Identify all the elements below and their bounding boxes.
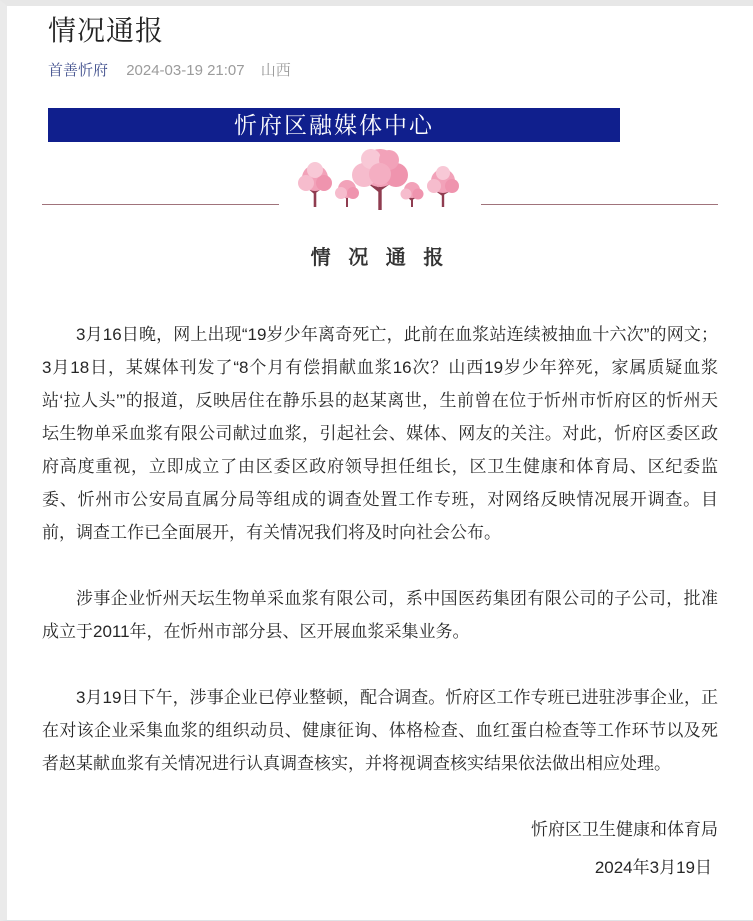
decorative-divider	[42, 147, 718, 213]
publisher-link[interactable]: 首善忻府	[48, 62, 109, 79]
notice-heading: 情 况 通 报	[310, 247, 450, 269]
signature-block	[42, 813, 718, 884]
notice-paragraph-3: 3月19日下午，涉事企业已停业整顿，配合调查。忻府区工作专班已进驻涉事企业，正在对该企业采集血浆的组织动员、健康征询、体格检查、血红蛋白检查等工作环节以及死者赵某献血浆有关情况进行认真调查核实，并将视调查核实结果依法做出相应处理。	[42, 688, 718, 773]
divider-line-left	[42, 204, 279, 205]
notice-body	[42, 318, 718, 780]
publish-datetime: 2024-03-19 21:07	[126, 62, 245, 79]
page-title: 情况通报	[48, 15, 165, 46]
divider-line-right	[481, 204, 718, 205]
publish-location: 山西	[260, 62, 291, 79]
masthead-banner	[48, 108, 620, 142]
article-meta	[48, 61, 718, 81]
masthead-banner-title: 忻府区融媒体中心	[234, 112, 434, 138]
notice-paragraph-2: 涉事企业忻州天坛生物单采血浆有限公司，系中国医药集团有限公司的子公司，批准成立于2011年，在忻州市部分县、区开展血浆采集业务。	[42, 589, 718, 641]
notice-paragraph-1: 3月16日晚，网上出现“19岁少年离奇死亡，此前在血浆站连续被抽血十六次”的网文；3月18日，某媒体刊发了“8个月有偿捐献血浆16次？山西19岁少年猝死，家属质疑血浆站‘拉人头’”的报道，反映居住在静乐县的赵某离世，生前曾在位于忻州市忻府区的忻州天坛生物单采血浆有限公司献过血浆，引起社会、媒体、网友的关注。对此，忻府区委区政府高度重视，立即成立了由区委区政府领导担任组长，区卫生健康和体育局、区纪委监委、忻州市公安局直属分局等组成的调查处置工作专班，对网络反映情况展开调查。目前，调查工作已全面展开，有关情况我们将及时向社会公布。	[42, 325, 718, 542]
signature-date: 2024年3月19日	[594, 858, 712, 877]
article-content	[7, 6, 753, 884]
cherry-blossom-trees-icon	[285, 147, 475, 213]
signature-organization: 忻府区卫生健康和体育局	[531, 820, 718, 839]
